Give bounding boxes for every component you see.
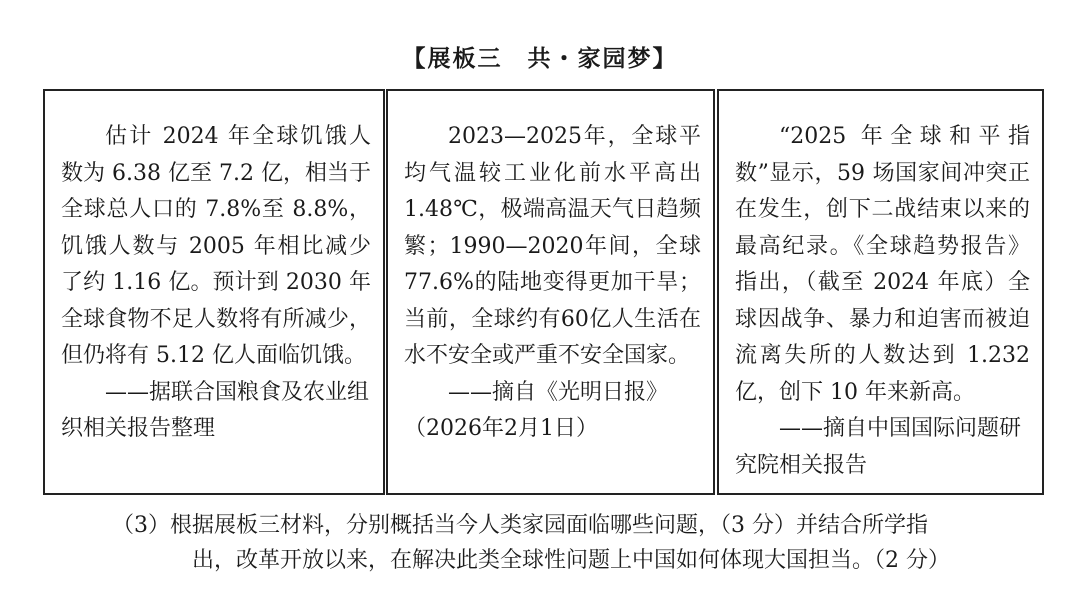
panel-text: “2025 年全球和平指数”显示，59 场国家间冲突正在发生，创下二战结束以来的最高纪录。《全球趋势报告》指出，（截至 2024 年底）全球因战争、暴力和迫害而被迫流离失所的人数达到 1.232 亿，创下 10 年来新高。 — [735, 124, 1030, 405]
question-line-2: 出，改革开放以来，在解决此类全球性问题上中国如何体现大国担当。（2 分） — [192, 548, 950, 573]
panel-date: （2026年2月1日） — [404, 416, 598, 441]
panel-source: ——据联合国粮食及农业组织相关报告整理 — [61, 379, 370, 441]
panel-source: ——摘自《光明日报》 — [448, 379, 669, 405]
exhibit-board-title: 【展板三 共・家园梦】 — [402, 45, 678, 72]
material-panel-climate — [386, 89, 715, 495]
panel-source: ——摘自中国国际问题研究院相关报告 — [735, 416, 1022, 478]
exam-question — [112, 508, 1042, 578]
panel-text: 2023—2025年，全球平均气温较工业化前水平高出1.48℃，极端高温天气日趋频繁；1990—2020年间，全球77.6%的陆地变得更加干旱；当前，全球约有60亿人生活在水不安全或严重不安全国家。 — [404, 124, 701, 368]
panel-text: 估计 2024 年全球饥饿人数为 6.38 亿至 7.2 亿，相当于全球总人口的 7.8%至 8.8%，饥饿人数与 2005 年相比减少了约 1.16 亿。预计到 2030 年全球食物不足人数将有所减少，但仍将有 5.12 亿人面临饥饿。 — [61, 124, 371, 368]
question-line-1: （3）根据展板三材料，分别概括当今人类家园面临哪些问题，（3 分）并结合所学指 — [112, 513, 928, 538]
material-panel-peace — [717, 89, 1044, 495]
material-panel-hunger — [43, 89, 385, 495]
